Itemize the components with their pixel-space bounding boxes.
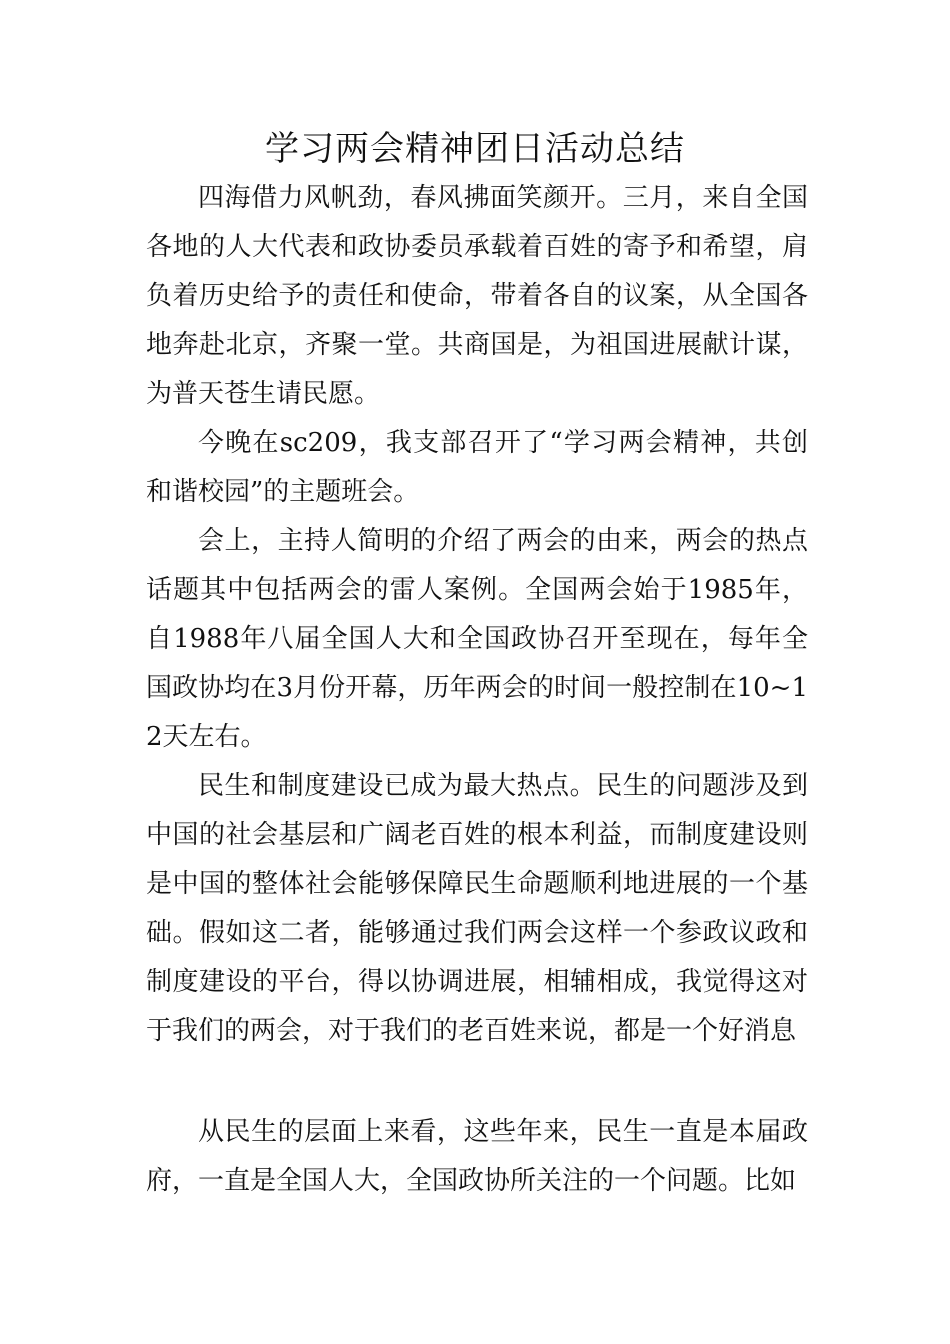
paragraph-livelihood: 民生和制度建设已成为最大热点。民生的问题涉及到中国的社会基层和广阔老百姓的根本利益，而制度建设则是中国的整体社会能够保障民生命题顺利地进展的一个基础。假如这二者，能够通过我们两会这样一个参政议政和制度建设的平台，得以协调进展，相辅相成，我觉得这对于我们的两会，对于我们的老百姓来说，都是一个好消息 xyxy=(146,771,808,1046)
document-body xyxy=(146,174,808,1206)
paragraph-history: 会上，主持人简明的介绍了两会的由来，两会的热点话题其中包括两会的雷人案例。全国两会始于1985年，自1988年八届全国人大和全国政协召开至现在，每年全国政协均在3月份开幕，历年两会的时间一般控制在10~12天左右。 xyxy=(146,526,808,752)
paragraph-meeting: 今晚在sc209，我支部召开了“学习两会精神，共创和谐校园”的主题班会。 xyxy=(146,428,808,507)
document-title: 学习两会精神团日活动总结 xyxy=(265,129,685,169)
paragraph-perspective: 从民生的层面上来看，这些年来，民生一直是本届政府，一直是全国人大，全国政协所关注的一个问题。比如 xyxy=(146,1117,808,1196)
paragraph-intro: 四海借力风帆劲，春风拂面笑颜开。三月，来自全国各地的人大代表和政协委员承载着百姓的寄予和希望，肩负着历史给予的责任和使命，带着各自的议案，从全国各地奔赴北京，齐聚一堂。共商国是，为祖国进展献计谋，为普天苍生请民愿。 xyxy=(146,183,808,409)
